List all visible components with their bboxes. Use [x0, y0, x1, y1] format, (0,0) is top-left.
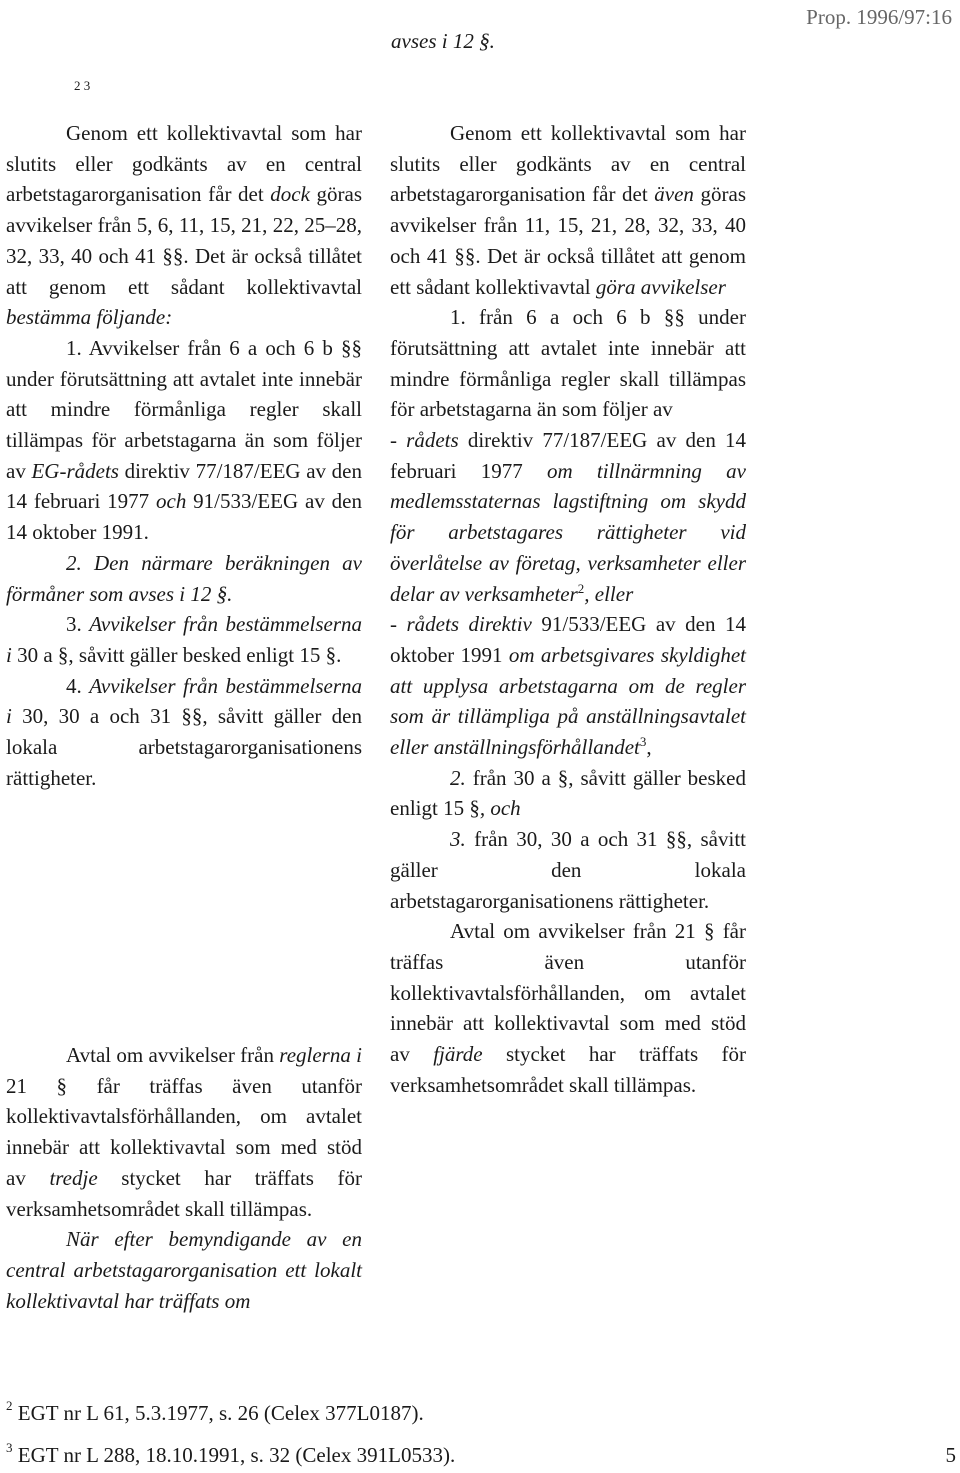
page-number: 5: [945, 1443, 956, 1467]
right-column: [390, 118, 746, 1101]
left-paragraph-7: När efter bemyndigande av en central arbetstagarorganisation ett lokalt kollektivavtal har träffats om: [6, 1227, 362, 1313]
left-paragraph-6: Avtal om avvikelser från reglerna i 21 § får träffas även utanför kollektivavtalsförhållanden, om avtalet innebär att kollektivavtal som med stöd av tredje stycket har träffats för verksamhetsområdet skall tillämpas.: [6, 1043, 362, 1221]
right-paragraph-3: - rådets direktiv 77/187/EEG av den 14 februari 1977 om tillnärmning av medlemsstaternas lagstiftning om skydd för arbetstagares rättigheter vid överlåtelse av företag, verksamheter eller delar av verksamheter$^2$, eller: [390, 428, 746, 606]
right-paragraph-6: 3. från 30, 30 a och 31 §§, såvitt gäller den lokala arbetstagarorganisationens rättigheter.: [390, 827, 746, 913]
right-paragraph-1: Genom ett kollektivavtal som har slutits eller godkänts av en central arbetstagarorganisation får det även göras avvikelser från 11, 15, 21, 28, 32, 33, 40 och 41 §§. Det är också tillåtet att genom ett sådant kollektivavtal göra avvikelser: [390, 121, 746, 299]
right-paragraph-7: Avtal om avvikelser från 21 § får träffas även utanför kollektivavtalsförhållanden, om avtalet innebär att kollektivavtal som med stöd av fjärde stycket har träffats för verksamhetsområdet skall tillämpas.: [390, 919, 746, 1097]
right-paragraph-2: 1. från 6 a och 6 b §§ under förutsättning att avtalet inte innebär att mindre förmånliga regler skall tillämpas för arbetstagarna än som följer av: [390, 305, 746, 422]
left-column-lower: [6, 1040, 362, 1316]
carryover-text: avses i 12 §.: [391, 29, 495, 53]
left-paragraph-4: 3. Avvikelser från bestämmelserna i 30 a §, såvitt gäller besked enligt 15 §.: [6, 612, 363, 667]
running-title: Prop. 1996/97:16: [806, 5, 952, 29]
footnote-references: 2 3: [74, 78, 91, 93]
right-paragraph-4: - rådets direktiv 91/533/EEG av den 14 oktober 1991 om arbetsgivares skyldighet att upplysa arbetstagarna om de regler som är tillämpliga på anställningsavtalet eller anställningsförhållandet$^3$,: [390, 612, 746, 760]
footnote-2: $^2$ EGT nr L 61, 5.3.1977, s. 26 (Celex 377L0187).: [6, 1398, 424, 1425]
right-paragraph-5: 2. från 30 a §, såvitt gäller besked enligt 15 §, och: [390, 765, 746, 821]
left-paragraph-3: 2. Den närmare beräkningen av förmåner som avses i 12 §.: [6, 550, 362, 606]
left-paragraph-1: Genom ett kollektivavtal som har slutits eller godkänts av en central arbetstagarorganisation får det dock göras avvikelser från 5, 6, 11, 15, 21, 22, 25–28, 32, 33, 40 och 41 §§. Det är också tillåtet att genom ett sådant kollektivavtal bestämma följande:: [6, 121, 362, 330]
footnote-3: $^3$ EGT nr L 288, 18.10.1991, s. 32 (Celex 391L0533).: [6, 1440, 456, 1467]
left-column: [6, 118, 362, 793]
left-paragraph-2: 1. Avvikelser från 6 a och 6 b §§ under förutsättning att avtalet inte innebär att mindre förmånliga regler skall tillämpas för arbetstagarna än som följer av EG-rådets direktiv 77/187/EEG av den 14 februari 1977 och 91/533/EEG av den 14 oktober 1991.: [6, 335, 362, 545]
left-paragraph-5: 4. Avvikelser från bestämmelserna i 30, 30 a och 31 §§, såvitt gäller den lokala arbetstagarorganisationens rättigheter.: [6, 673, 363, 790]
